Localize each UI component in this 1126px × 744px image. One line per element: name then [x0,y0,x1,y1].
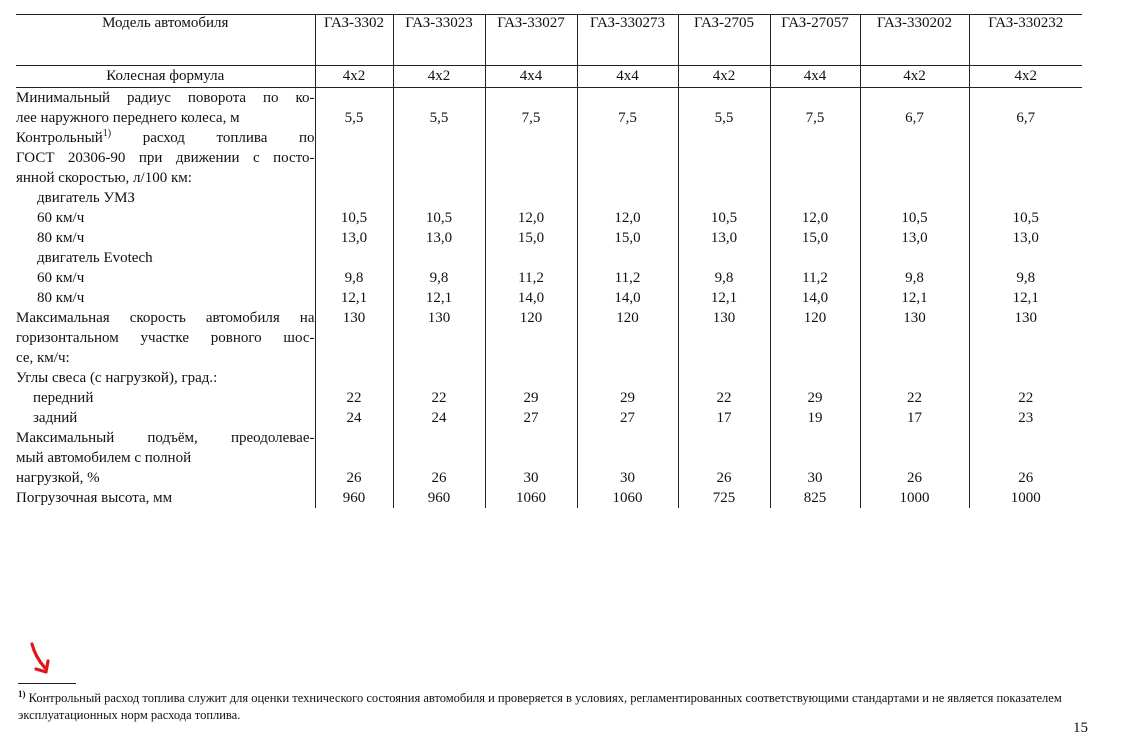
label-line: Минимальный радиус поворота по ко- [16,90,315,106]
cell: 26 [860,428,969,488]
cell: 130 [969,308,1082,368]
label-line: Углы свеса (с нагрузкой), град.: [16,370,218,386]
cell: 1000 [969,488,1082,508]
sub-label: 60 км/ч [37,210,85,226]
model-header: ГАЗ-33027 [485,15,577,66]
cell: 10,5 13,0 9,8 12,1 [678,128,770,308]
row-label [16,308,315,368]
turning-radius-row [16,88,1082,129]
cell: 10,5 13,0 9,8 12,1 [315,128,393,308]
cell: 4x2 [393,66,485,88]
model-header: ГАЗ-27057 [770,15,860,66]
cell: 7,5 [577,88,678,129]
cell: 29 27 [577,368,678,428]
cell: 130 [315,308,393,368]
cell: 4x4 [485,66,577,88]
label-line: нагрузкой, % [16,470,100,486]
footnote-divider [18,683,76,684]
cell: 26 [678,428,770,488]
cell: 12,0 15,0 11,2 14,0 [577,128,678,308]
model-header: ГАЗ-330232 [969,15,1082,66]
cell: 22 17 [860,368,969,428]
cell: 6,7 [969,88,1082,129]
sub-label: 80 км/ч [37,230,85,246]
label-line: Контрольный$^{1)}$ расход топлива по [16,128,315,146]
sub-label: 80 км/ч [37,290,85,306]
loading-height-row [16,488,1082,508]
red-arrow-icon [26,642,54,678]
label-line: Погрузочная высота, мм [16,490,173,506]
cell: 29 19 [770,368,860,428]
cell: 1000 [860,488,969,508]
cell: 10,5 13,0 9,8 12,1 [860,128,969,308]
row-label [16,128,315,308]
cell: 22 23 [969,368,1082,428]
model-header: ГАЗ-33023 [393,15,485,66]
row-label [16,488,315,508]
cell: 4x2 [969,66,1082,88]
label-line: Максимальный подъём, преодолевае- [16,430,315,446]
footnote-marker: 1) [18,689,26,699]
cell: 5,5 [393,88,485,129]
model-header: ГАЗ-2705 [678,15,770,66]
cell: 1060 [485,488,577,508]
row-label [16,368,315,428]
sub-label: двигатель УМЗ [37,190,135,206]
model-header: ГАЗ-330202 [860,15,969,66]
sub-label: передний [33,390,94,406]
cell: 5,5 [678,88,770,129]
row-label: Колесная формула [16,66,315,88]
sub-label: 60 км/ч [37,270,85,286]
cell: 960 [315,488,393,508]
cell: 5,5 [315,88,393,129]
cell: 12,0 15,0 11,2 14,0 [485,128,577,308]
label-line: се, км/ч: [16,350,70,366]
cell: 825 [770,488,860,508]
cell: 120 [770,308,860,368]
label-line: лее наружного переднего колеса, м [16,110,240,126]
cell: 22 24 [393,368,485,428]
label-line: Максимальная скорость автомобиля на [16,310,315,326]
footnote-ref: 1) [102,128,112,139]
cell: 4x2 [315,66,393,88]
cell: 26 [969,428,1082,488]
cell: 12,0 15,0 11,2 14,0 [770,128,860,308]
cell: 4x4 [577,66,678,88]
cell: 30 [485,428,577,488]
cell: 130 [860,308,969,368]
cell: 7,5 [485,88,577,129]
model-header: ГАЗ-330273 [577,15,678,66]
cell: 10,5 13,0 9,8 12,1 [969,128,1082,308]
header-row [16,15,1082,66]
cell: 1060 [577,488,678,508]
cell: 22 17 [678,368,770,428]
label-line: горизонтальном участке ровного шос- [16,330,315,346]
max-climb-row [16,428,1082,488]
cell: 7,5 [770,88,860,129]
cell: 4x4 [770,66,860,88]
sub-label: задний [33,410,78,426]
label-line: мый автомобилем с полной [16,450,192,466]
cell: 6,7 [860,88,969,129]
label-line: янной скоростью, л/100 км: [16,170,192,186]
cell: 120 [485,308,577,368]
header-label: Модель автомобиля [16,15,315,66]
row-label [16,428,315,488]
fuel-consumption-row [16,128,1082,308]
cell: 30 [577,428,678,488]
model-header: ГАЗ-3302 [315,15,393,66]
spec-table [16,14,1082,508]
cell: 130 [393,308,485,368]
sub-label: двигатель Evotech [37,250,153,266]
cell: 26 [393,428,485,488]
cell: 10,5 13,0 9,8 12,1 [393,128,485,308]
overhang-row [16,368,1082,428]
footnote [18,686,1098,724]
cell: 30 [770,428,860,488]
cell: 4x2 [678,66,770,88]
max-speed-row [16,308,1082,368]
label-line: ГОСТ 20306-90 при движении с посто- [16,150,315,166]
footnote-text: Контрольный расход топлива служит для оценки технического состояния автомобиля и проверяется в условиях, регламентированных соответствующими стандартами и не является показателем эксплуатационных норм расхода топлива. [18,691,1062,723]
cell: 26 [315,428,393,488]
cell: 130 [678,308,770,368]
row-label [16,88,315,129]
cell: 29 27 [485,368,577,428]
cell: 22 24 [315,368,393,428]
wheel-formula-row [16,66,1082,88]
cell: 4x2 [860,66,969,88]
cell: 960 [393,488,485,508]
cell: 725 [678,488,770,508]
cell: 120 [577,308,678,368]
page-number: 15 [1073,720,1088,736]
